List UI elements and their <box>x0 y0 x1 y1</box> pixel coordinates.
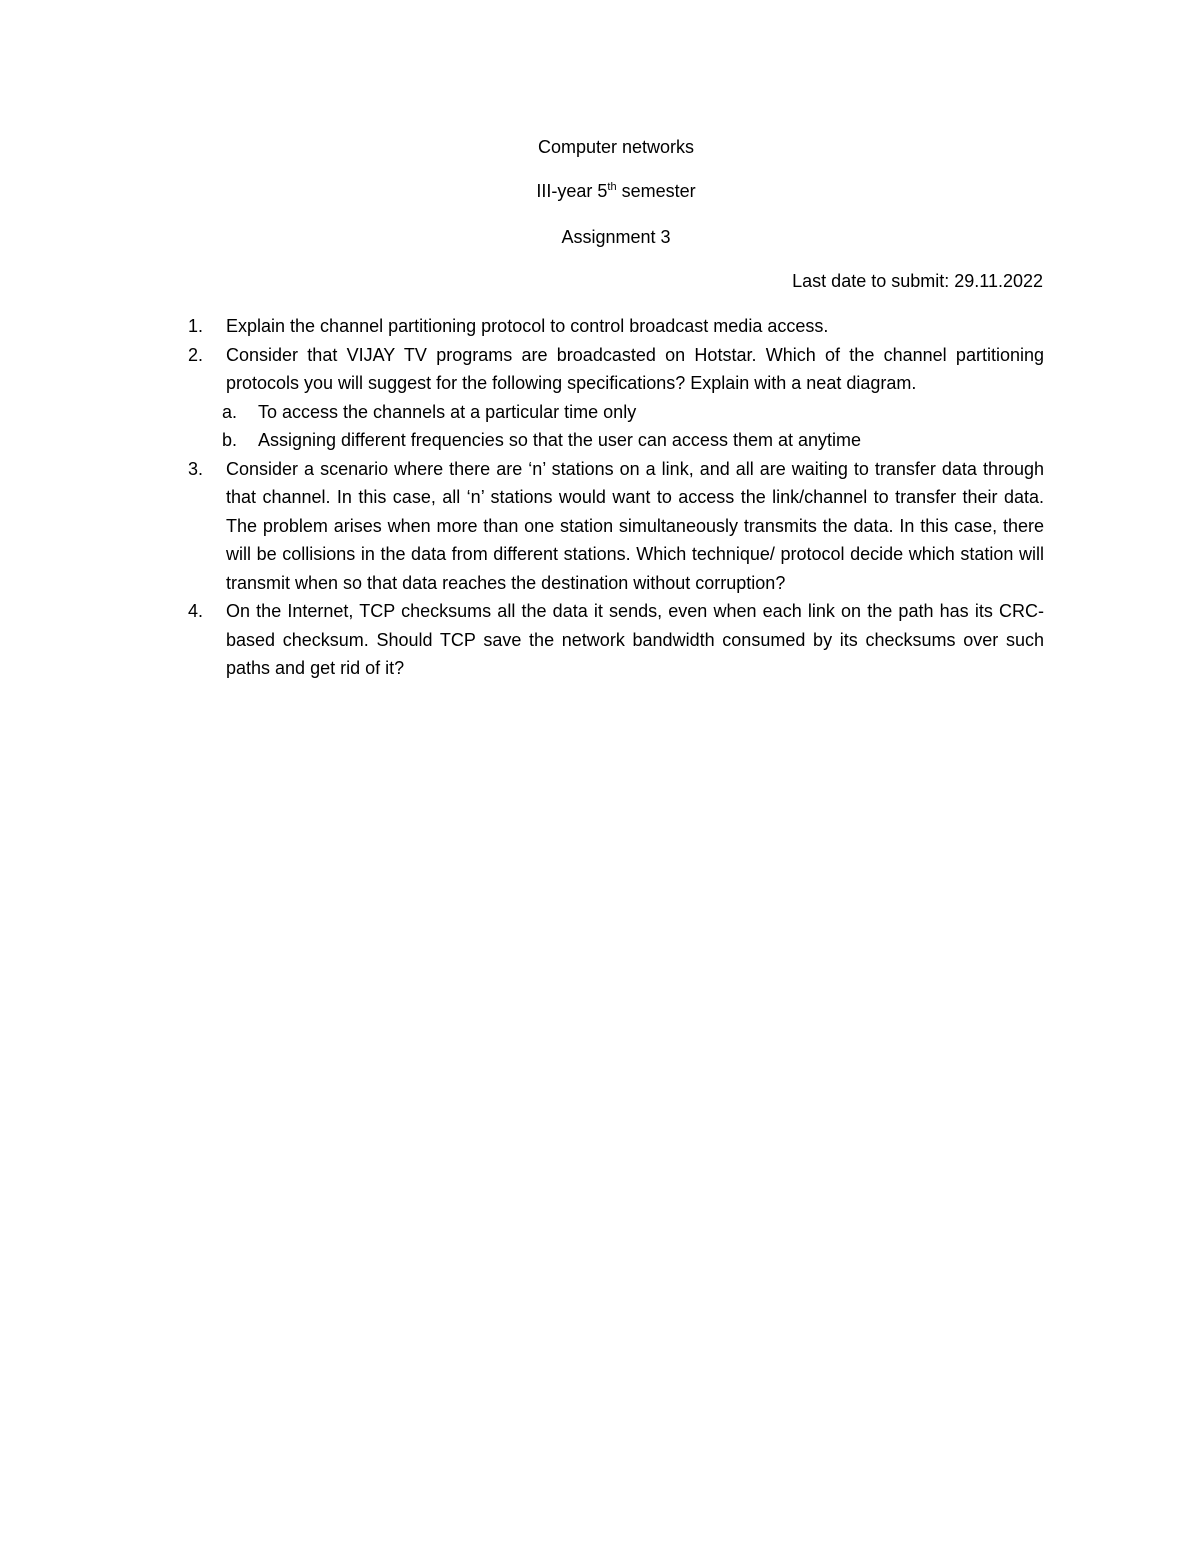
course-title-text: Computer networks <box>537 137 695 157</box>
question-number: 3. <box>188 458 204 479</box>
due-date: Last date to submit: 29.11.2022 <box>792 271 1043 291</box>
sub-item-b <box>188 426 1044 455</box>
semester-text: semester <box>616 181 696 201</box>
year-text: III-year 5 <box>536 181 608 201</box>
question-2 <box>188 341 1044 398</box>
question-2-sub-list <box>188 398 1044 455</box>
question-text: Consider a scenario where there are ‘n’ stations on a link, and all are waiting to transfer data through that channel. In this case, all ‘n’ stations would want to access the link/channel to transfer their data. The problem arises when more than one station simultaneously transmits the data. In this case, there will be collisions in the data from different stations. Which technique/ protocol decide which station will transmit when so that data reaches the destination without corruption? <box>226 458 1044 593</box>
question-text: Consider that VIJAY TV programs are broadcasted on Hotstar. Which of the channel partitioning protocols you will suggest for the following specifications? Explain with a neat diagram. <box>226 344 1044 393</box>
sub-item-letter: a. <box>222 401 238 422</box>
question-number: 2. <box>188 344 204 365</box>
sub-item-letter: b. <box>222 430 238 450</box>
assignment-title <box>0 226 1200 248</box>
course-title <box>0 136 1200 158</box>
question-list <box>188 312 1044 683</box>
sub-item-text: Assigning different frequencies so that the user can access them at anytime <box>258 430 861 450</box>
question-text: Explain the channel partitioning protocol to control broadcast media access. <box>226 316 829 336</box>
year-semester <box>0 180 1200 202</box>
year-superscript: th <box>607 181 617 193</box>
sub-item-text: To access the channels at a particular time only <box>258 401 637 422</box>
question-text: On the Internet, TCP checksums all the data it sends, even when each link on the path has its CRC-based checksum. Should TCP save the network bandwidth consumed by its checksums over such paths and get rid of it? <box>226 601 1044 678</box>
question-3 <box>188 455 1044 598</box>
question-4 <box>188 597 1044 683</box>
question-1 <box>188 312 1044 341</box>
question-number: 1. <box>188 316 204 336</box>
sub-item-a <box>188 398 1044 427</box>
assignment-title-text: Assignment 3 <box>561 227 671 247</box>
question-number: 4. <box>188 601 204 621</box>
